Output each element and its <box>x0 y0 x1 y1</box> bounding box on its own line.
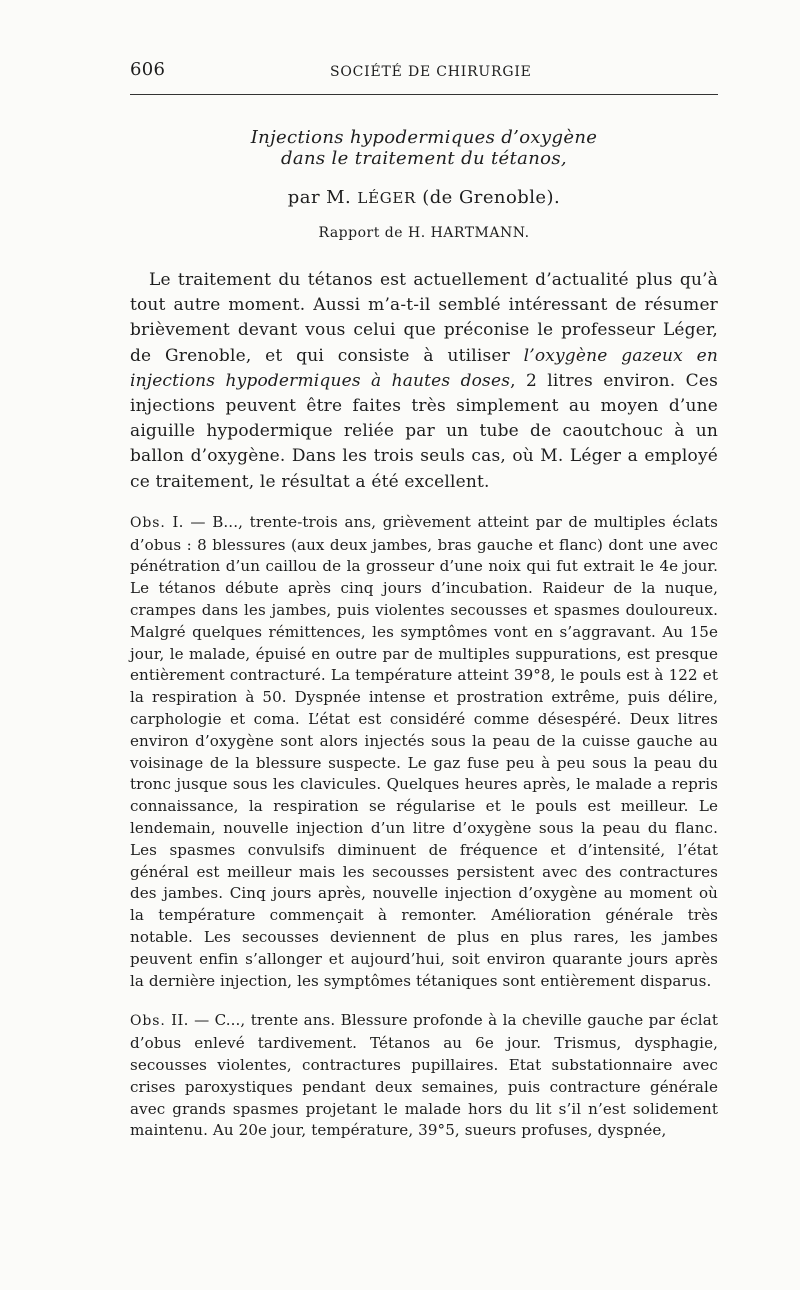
observation-2 <box>130 1010 718 1142</box>
author-prefix: par M. <box>287 187 352 208</box>
observation-2-label: Obs. <box>130 1013 166 1030</box>
article-page <box>130 58 718 1157</box>
article-title <box>130 127 718 169</box>
report-line: Rapport de H. HARTMANN. <box>318 225 530 241</box>
title-line-1: Injections hypodermiques d’oxygène <box>250 127 598 148</box>
author-line <box>130 186 718 210</box>
intro-emphasis: l’oxygène gazeux en injections hypodermiques à hautes doses <box>130 345 718 391</box>
observation-2-number: II. <box>171 1011 189 1030</box>
author-location: (de Grenoble). <box>422 187 561 208</box>
journal-title: SOCIÉTÉ DE CHIRURGIE <box>330 64 532 80</box>
observation-1-number: I. <box>172 512 184 531</box>
observation-1-label: Obs. <box>130 514 166 531</box>
title-line-2: dans le traitement du tétanos, <box>281 148 567 169</box>
author-name: LÉGER <box>357 189 417 207</box>
running-header <box>130 58 718 86</box>
header-rule <box>130 94 718 95</box>
intro-paragraph <box>130 268 718 495</box>
intro-text-before-emphasis: Le traitement du tétanos est actuellement d’actualité plus qu’à tout autre moment. Aussi m’a-t-il semblé intéressant de résumer brièvement devant vous celui que préconise le professeur Léger, de Grenoble, et qui consiste à utiliser <box>130 270 718 366</box>
article-body <box>130 268 718 1142</box>
observation-1 <box>130 512 718 993</box>
page-number: 606 <box>130 59 166 80</box>
article-heading <box>130 127 718 243</box>
observation-2-text: — C..., trente ans. Blessure profonde à la cheville gauche par éclat d’obus enlevé tardivement. Tétanos au 6e jour. Trismus, dysphagie, secousses violentes, contractures pupillaires. Etat substationnaire avec crises paroxystiques pendant deux semaines, puis contracture générale avec grands spasmes projetant le malade hors du lit s’il n’est solidement maintenu. Au 20e jour, température, 39°5, sueurs profuses, dyspnée, <box>130 1011 718 1140</box>
intro-text-after-emphasis: , 2 litres environ. Ces injections peuvent être faites très simplement au moyen d’une aiguille hypodermique reliée par un tube de caoutchouc à un ballon d’oxygène. Dans les trois seuls cas, où M. Léger a employé ce traitement, le résultat a été excellent. <box>130 370 718 492</box>
observation-1-text: — B..., trente-trois ans, grièvement atteint par de multiples éclats d’obus : 8 blessures (aux deux jambes, bras gauche et flanc) dont une avec pénétration d’un caillou de la grosseur d’une noix qui fut extrait le 4e jour. Le tétanos débute après cinq jours d’incubation. Raideur de la nuque, crampes dans les jambes, puis violentes secousses et spasmes douloureux. Malgré quelques rémittences, les symptômes vont en s’aggravant. Au 15e jour, le malade, épuisé en outre par de multiples suppurations, est presque entièrement contracturé. La température atteint 39°8, le pouls est à 122 et la respiration à 50. Dyspnée intense et prostration extrême, puis délire, carphologie et coma. L’état est considéré comme désespéré. Deux litres environ d’oxygène sont alors injectés sous la peau de la cuisse gauche au voisinage de la blessure suspecte. Le gaz fuse peu à peu sous la peau du tronc jusque sous les clavicules. Quelques heures après, le malade a repris connaissance, la respiration se régularise et le pouls est meilleur. Le lendemain, nouvelle injection d’un litre d’oxygène sous la peau du flanc. Les spasmes convulsifs diminuent de fréquence et d’intensité, l’état général est meilleur mais les secousses persistent avec des contractures des jambes. Cinq jours après, nouvelle injection d’oxygène au moment où la température commençait à remonter. Amélioration générale très notable. Les secousses deviennent de plus en plus rares, les jambes peuvent enfin s’allonger et aujourd’hui, soit environ quarante jours après la dernière injection, les symptômes tétaniques sont entièrement disparus. <box>130 512 718 990</box>
